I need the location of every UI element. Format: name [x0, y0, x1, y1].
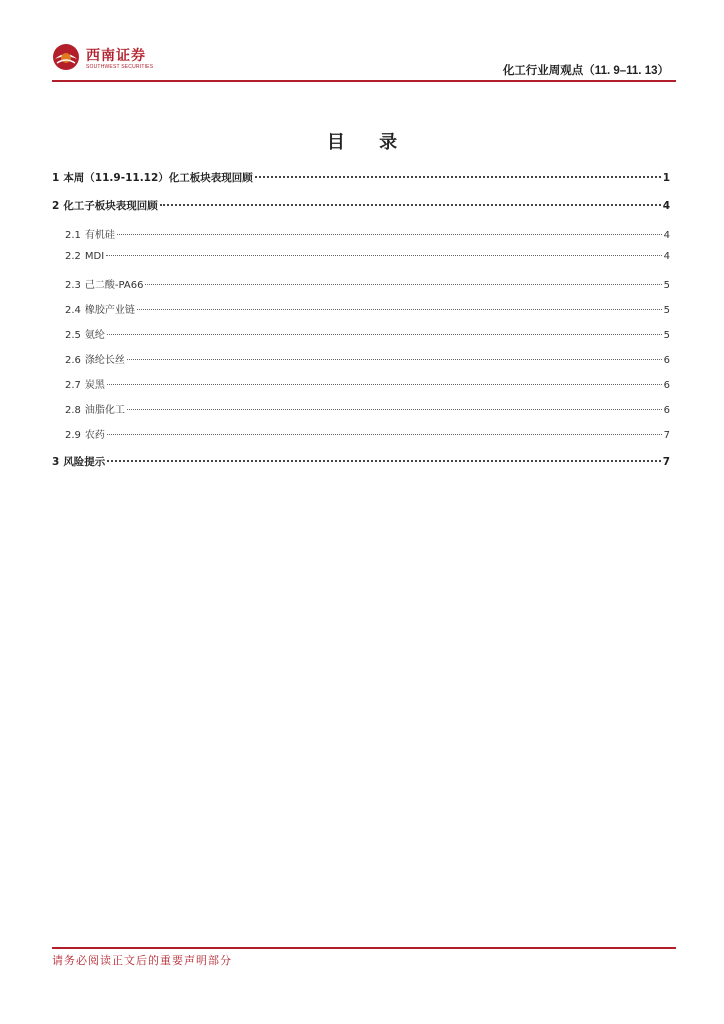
toc-entry-page: 4: [663, 230, 670, 241]
toc-entry-title: 己二酸-PA66: [84, 280, 144, 291]
toc-entry-number: 2.5: [65, 330, 81, 341]
southwest-securities-logo-icon: [52, 43, 80, 71]
toc-entry-page: 6: [663, 405, 670, 416]
logo-english-name: SOUTHWEST SECURITIES: [86, 64, 154, 70]
toc-entry-number: 2.2: [65, 251, 81, 262]
toc-entry-page: 6: [663, 380, 670, 391]
toc-dot-leader: [106, 255, 661, 256]
toc-entry-page: 7: [663, 430, 670, 441]
toc-entry-number: 1: [52, 172, 60, 184]
toc-dot-leader: [127, 359, 662, 360]
toc-dot-leader: [127, 409, 662, 410]
toc-entry[interactable]: [52, 326, 670, 342]
toc-entry-number: 2.8: [65, 405, 81, 416]
toc-entry[interactable]: [52, 351, 670, 367]
toc-entry-page: 5: [663, 330, 670, 341]
toc-entry-number: 2.4: [65, 305, 81, 316]
toc-entry-number: 3: [52, 456, 60, 468]
toc-entry-page: 1: [662, 172, 670, 184]
toc-entry-title: 本周（11.9-11.12）化工板块表现回顾: [63, 172, 253, 184]
header-divider: [52, 80, 676, 82]
toc-entry-title: MDI: [84, 251, 105, 262]
toc-entry-page: 4: [662, 200, 670, 212]
toc-dot-leader: [107, 434, 662, 435]
toc-dot-leader: [117, 234, 662, 235]
toc-entry-title: 化工子板块表现回顾: [63, 200, 158, 212]
toc-dot-leader: [137, 309, 662, 310]
toc-entry-page: 5: [663, 280, 670, 291]
toc-entry-page: 7: [662, 456, 670, 468]
toc-entry[interactable]: [52, 301, 670, 317]
toc-entry-number: 2.1: [65, 230, 81, 241]
toc-entry[interactable]: [52, 251, 670, 267]
report-title: 化工行业周观点（11. 9–11. 13）: [502, 65, 669, 77]
toc-entry-number: 2.6: [65, 355, 81, 366]
toc-heading: 目 录: [326, 132, 412, 153]
toc-entry-title: 农药: [84, 430, 105, 441]
footer-divider: [52, 947, 676, 949]
toc-entry-title: 有机硅: [84, 230, 115, 241]
toc-dot-leader: [107, 384, 662, 385]
toc-entry-page: 6: [663, 355, 670, 366]
toc-entry[interactable]: [52, 198, 670, 214]
toc-entry-number: 2.9: [65, 430, 81, 441]
toc-entry-title: 炭黑: [84, 380, 105, 391]
toc-dot-leader: [107, 334, 662, 335]
toc-entry-title: 油脂化工: [84, 405, 125, 416]
toc-entry[interactable]: [52, 454, 670, 470]
toc-entry-title: 氨纶: [84, 330, 105, 341]
logo-chinese-name: 西南证券: [86, 48, 146, 64]
toc-entry-page: 4: [663, 251, 670, 262]
company-logo: [52, 43, 162, 73]
toc-entry[interactable]: [52, 376, 670, 392]
toc-dot-leader: [107, 460, 660, 462]
toc-entry-page: 5: [663, 305, 670, 316]
toc-dot-leader: [145, 284, 661, 285]
footer-disclaimer: 请务必阅读正文后的重要声明部分: [52, 954, 232, 967]
toc-entry[interactable]: [52, 401, 670, 417]
toc-entry-title: 橡胶产业链: [84, 305, 135, 316]
toc-entry[interactable]: [52, 426, 670, 442]
toc-entry-number: 2: [52, 200, 60, 212]
toc-entry-number: 2.7: [65, 380, 81, 391]
toc-dot-leader: [255, 176, 661, 178]
toc-entry[interactable]: [52, 226, 670, 242]
toc-entry-title: 涤纶长丝: [84, 355, 125, 366]
toc-entry-title: 风险提示: [63, 456, 106, 468]
toc-entry[interactable]: [52, 170, 670, 186]
toc-entry-number: 2.3: [65, 280, 81, 291]
toc-dot-leader: [160, 204, 661, 206]
toc-entry[interactable]: [52, 276, 670, 292]
